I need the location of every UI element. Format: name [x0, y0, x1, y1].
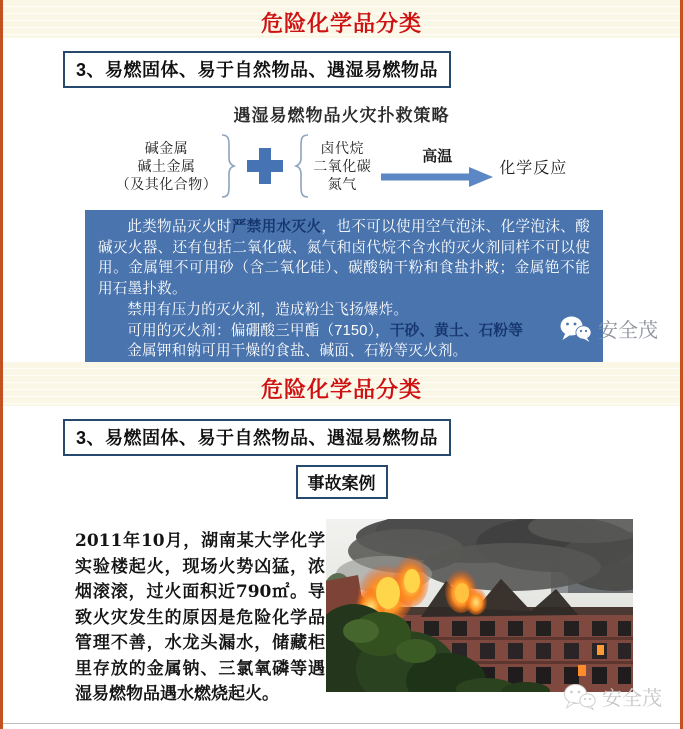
diagram-right-group: 卤代烷 二氧化碳 氮气	[313, 139, 372, 193]
title-band	[3, 362, 680, 406]
diagram-left-group: 碱金属 碱土金属 （及其化合物）	[115, 139, 218, 193]
left-brace-icon	[294, 134, 310, 198]
wechat-icon	[559, 315, 593, 343]
plus-icon	[245, 146, 285, 186]
slide-1	[3, 0, 680, 358]
watermark	[559, 314, 658, 343]
right-brace-icon	[220, 134, 236, 198]
watermark-label: 安全茂	[602, 688, 662, 710]
slide-2	[3, 362, 680, 720]
watermark-label: 安全茂	[598, 320, 658, 342]
right-arrow-icon	[381, 167, 493, 187]
extinguishing-strategy-box	[85, 210, 603, 371]
burning-building-photo	[326, 519, 633, 692]
strategy-paragraph: 金属钾和钠可用干燥的食盐、碱面、石粉等灭火剂。	[127, 343, 468, 360]
page-title: 危险化学品分类	[260, 377, 422, 402]
page-title: 危险化学品分类	[260, 11, 422, 36]
section-header: 3、易燃固体、易于自然物品、遇湿易燃物品	[63, 51, 451, 88]
watermark	[563, 682, 662, 711]
diagram-result: 化学反应	[499, 159, 568, 177]
strategy-paragraph: 此类物品灭火时严禁用水灭火，也不可以使用空气泡沫、化学泡沫、酸碱灭火器、还有包括二氧化碳、氮气和卤代烷不含水的灭火剂同样不可以使用。金属锂不可用砂（含二氧化硅）、碳酸钠干粉和食盐扑救；金属铯不能用石墨扑救。	[98, 219, 591, 298]
wechat-icon	[563, 683, 597, 711]
reaction-diagram	[3, 130, 680, 202]
title-band	[3, 0, 680, 38]
section-header: 3、易燃固体、易于自然物品、遇湿易燃物品	[63, 419, 451, 456]
badge-row	[3, 465, 680, 499]
accident-case-badge: 事故案例	[296, 465, 388, 499]
case-description: 2011年10月，湖南某大学化学实验楼起火，现场火势凶猛，浓烟滚滚，过火面积近790㎡。导致火灾发生的原因是危险化学品管理不善，水龙头漏水，储藏柜里存放的金属钠、三氯氧磷等遇湿易燃物品遇水燃烧起火。	[75, 531, 325, 704]
case-content	[75, 519, 680, 708]
strategy-paragraph: 可用的灭火剂：偏硼酸三甲酯（7150），干砂、黄土、石粉等	[127, 322, 524, 339]
strategy-paragraph: 禁用有压力的灭火剂，造成粉尘飞扬爆炸。	[127, 301, 409, 318]
arrow-label: 高温	[422, 148, 453, 165]
reaction-arrow-block	[381, 145, 493, 187]
bottom-divider	[3, 723, 680, 724]
strategy-subtitle: 遇湿易燃物品火灾扑救策略	[233, 106, 450, 125]
section-header-row	[3, 38, 680, 88]
section-header-row	[3, 406, 680, 456]
